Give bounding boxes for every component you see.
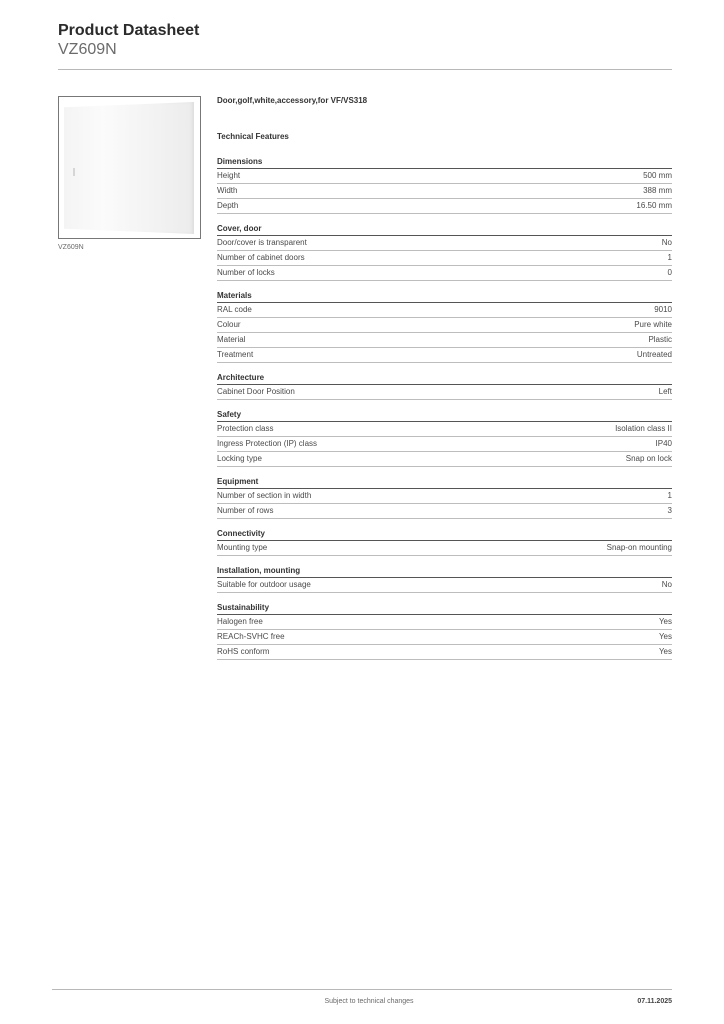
spec-label: Locking type	[217, 454, 262, 463]
page-header	[58, 22, 199, 60]
footer-divider	[52, 989, 672, 990]
section-title: Equipment	[217, 476, 672, 489]
footer-note: Subject to technical changes	[324, 998, 414, 1005]
spec-row	[217, 385, 672, 400]
spec-section	[217, 528, 672, 556]
spec-row	[217, 578, 672, 593]
spec-label: Mounting type	[217, 543, 268, 552]
spec-row	[217, 504, 672, 519]
spec-value: 3	[667, 506, 672, 515]
spec-label: Ingress Protection (IP) class	[217, 439, 318, 448]
spec-row	[217, 199, 672, 214]
spec-label: Material	[217, 335, 246, 344]
spec-section	[217, 156, 672, 214]
spec-row	[217, 318, 672, 333]
spec-label: Protection class	[217, 424, 274, 433]
section-title: Installation, mounting	[217, 565, 672, 578]
spec-section	[217, 223, 672, 281]
spec-row	[217, 236, 672, 251]
spec-section	[217, 602, 672, 660]
spec-label: Halogen free	[217, 617, 263, 626]
spec-value: Isolation class II	[615, 424, 672, 433]
spec-label: Depth	[217, 201, 239, 210]
spec-value: 1	[667, 253, 672, 262]
spec-row	[217, 422, 672, 437]
spec-label: RAL code	[217, 305, 252, 314]
spec-label: Number of section in width	[217, 491, 312, 500]
spec-label: Cabinet Door Position	[217, 387, 295, 396]
spec-value: Plastic	[648, 335, 672, 344]
spec-label: Height	[217, 171, 241, 180]
spec-label: Number of rows	[217, 506, 274, 515]
door-panel-illustration	[64, 102, 194, 234]
spec-row	[217, 489, 672, 504]
spec-section	[217, 565, 672, 593]
spec-value: 9010	[654, 305, 672, 314]
footer-date: 07.11.2025	[637, 998, 672, 1005]
spec-value: Left	[658, 387, 672, 396]
spec-value: Untreated	[636, 350, 672, 359]
spec-label: Number of locks	[217, 268, 275, 277]
spec-row	[217, 251, 672, 266]
spec-value: Snap-on mounting	[606, 543, 672, 552]
spec-label: RoHS conform	[217, 647, 270, 656]
spec-value: Yes	[658, 647, 672, 656]
spec-label: Number of cabinet doors	[217, 253, 305, 262]
product-image	[58, 96, 201, 239]
spec-value: 16.50 mm	[636, 201, 672, 210]
spec-value: 388 mm	[643, 186, 672, 195]
spec-row	[217, 184, 672, 199]
spec-row	[217, 333, 672, 348]
spec-row	[217, 541, 672, 556]
spec-section	[217, 372, 672, 400]
image-caption: VZ609N	[58, 244, 84, 251]
spec-label: Width	[217, 186, 238, 195]
product-code: VZ609N	[58, 41, 117, 58]
spec-value: Pure white	[634, 320, 672, 329]
spec-row	[217, 615, 672, 630]
section-title: Architecture	[217, 372, 672, 385]
spec-label: Treatment	[217, 350, 254, 359]
section-title: Safety	[217, 409, 672, 422]
spec-label: Colour	[217, 320, 241, 329]
spec-value: Yes	[658, 632, 672, 641]
section-title: Sustainability	[217, 602, 672, 615]
section-title: Dimensions	[217, 156, 672, 169]
spec-row	[217, 452, 672, 467]
spec-value: IP40	[655, 439, 672, 448]
spec-row	[217, 645, 672, 660]
section-title: Connectivity	[217, 528, 672, 541]
spec-value: Snap on lock	[625, 454, 672, 463]
spec-value: Yes	[658, 617, 672, 626]
spec-value: No	[661, 238, 672, 247]
spec-label: REACh-SVHC free	[217, 632, 285, 641]
section-title: Materials	[217, 290, 672, 303]
feature-sections	[217, 156, 672, 660]
spec-value: 1	[667, 491, 672, 500]
spec-section	[217, 476, 672, 519]
section-title: Cover, door	[217, 223, 672, 236]
spec-section	[217, 290, 672, 363]
spec-section	[217, 409, 672, 467]
spec-value: 0	[667, 268, 672, 277]
technical-features-title: Technical Features	[217, 132, 289, 141]
header-divider	[58, 69, 672, 70]
spec-value: No	[661, 580, 672, 589]
spec-row	[217, 169, 672, 184]
page-title: Product Datasheet	[58, 22, 200, 39]
spec-row	[217, 630, 672, 645]
door-latch-icon	[73, 168, 75, 176]
spec-value: 500 mm	[643, 171, 672, 180]
spec-row	[217, 437, 672, 452]
spec-row	[217, 348, 672, 363]
spec-row	[217, 303, 672, 318]
spec-label: Door/cover is transparent	[217, 238, 307, 247]
spec-row	[217, 266, 672, 281]
spec-label: Suitable for outdoor usage	[217, 580, 311, 589]
datasheet-content	[217, 95, 672, 669]
product-description: Door,golf,white,accessory,for VF/VS318	[217, 96, 368, 105]
